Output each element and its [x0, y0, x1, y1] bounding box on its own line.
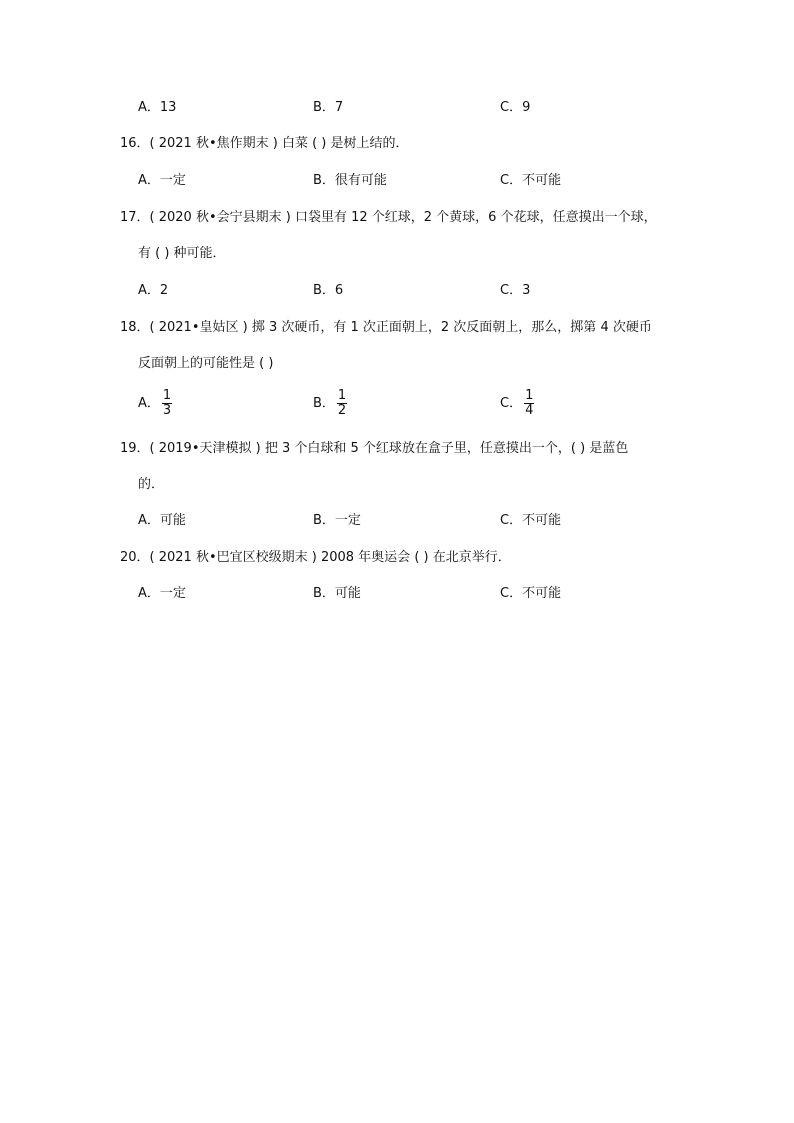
q18-text-line1: 18．( 2021•皇姑区 ) 掷 3 次硬币，有 1 次正面朝上，2 次反面朝上，那么，掷第 4 次硬币: [120, 320, 652, 335]
q18-option-b-prefix: B．: [313, 396, 335, 411]
fraction-one-third: [162, 389, 172, 418]
q15-option-c: C．9: [500, 100, 531, 115]
fraction-one-quarter: [524, 389, 534, 418]
numerator: 1: [337, 388, 347, 403]
q20-option-c: C．不可能: [500, 586, 562, 601]
q17-option-a: A．2: [138, 283, 169, 298]
denominator: 3: [162, 403, 172, 418]
q19-option-b: B．一定: [313, 513, 361, 528]
q17-option-b: B．6: [313, 283, 344, 298]
q19-text-line2: 的．: [138, 477, 165, 492]
q20-text: 20．( 2021 秋•巴宜区校级期末 ) 2008 年奥运会 ( ) 在北京举行．: [120, 550, 511, 565]
q18-option-a-prefix: A．: [138, 396, 160, 411]
fraction-one-half: [337, 389, 347, 418]
q19-text-line1: 19．( 2019•天津模拟 ) 把 3 个白球和 5 个红球放在盒子里，任意摸出一个，( ) 是蓝色: [120, 441, 629, 456]
q20-option-b: B．可能: [313, 586, 361, 601]
q15-option-b: B．7: [313, 100, 344, 115]
denominator: 2: [337, 403, 347, 418]
q18-option-b: [313, 387, 347, 421]
q18-option-c: [500, 387, 534, 421]
q19-option-c: C．不可能: [500, 513, 562, 528]
q16-text: 16．( 2021 秋•焦作期末 ) 白菜 ( ) 是树上结的．: [120, 136, 409, 151]
q18-option-a: [138, 387, 172, 421]
denominator: 4: [525, 403, 534, 418]
numerator: 1: [162, 388, 172, 403]
q17-text-line2: 有 ( ) 种可能．: [138, 246, 226, 261]
q18-text-line2: 反面朝上的可能性是 ( ): [138, 356, 274, 371]
q16-option-c: C．不可能: [500, 173, 562, 188]
q20-option-a: A．一定: [138, 586, 186, 601]
q16-option-b: B．很有可能: [313, 173, 387, 188]
q17-option-c: C．3: [500, 283, 531, 298]
q15-option-a: A．13: [138, 100, 177, 115]
q17-text-line1: 17．( 2020 秋•会宁县期末 ) 口袋里有 12 个红球，2 个黄球，6 个花球，任意摸出一个球，: [120, 210, 657, 225]
q16-option-a: A．一定: [138, 173, 186, 188]
numerator: 1: [525, 388, 534, 403]
q19-option-a: A．可能: [138, 513, 186, 528]
q18-option-c-prefix: C．: [500, 396, 523, 411]
